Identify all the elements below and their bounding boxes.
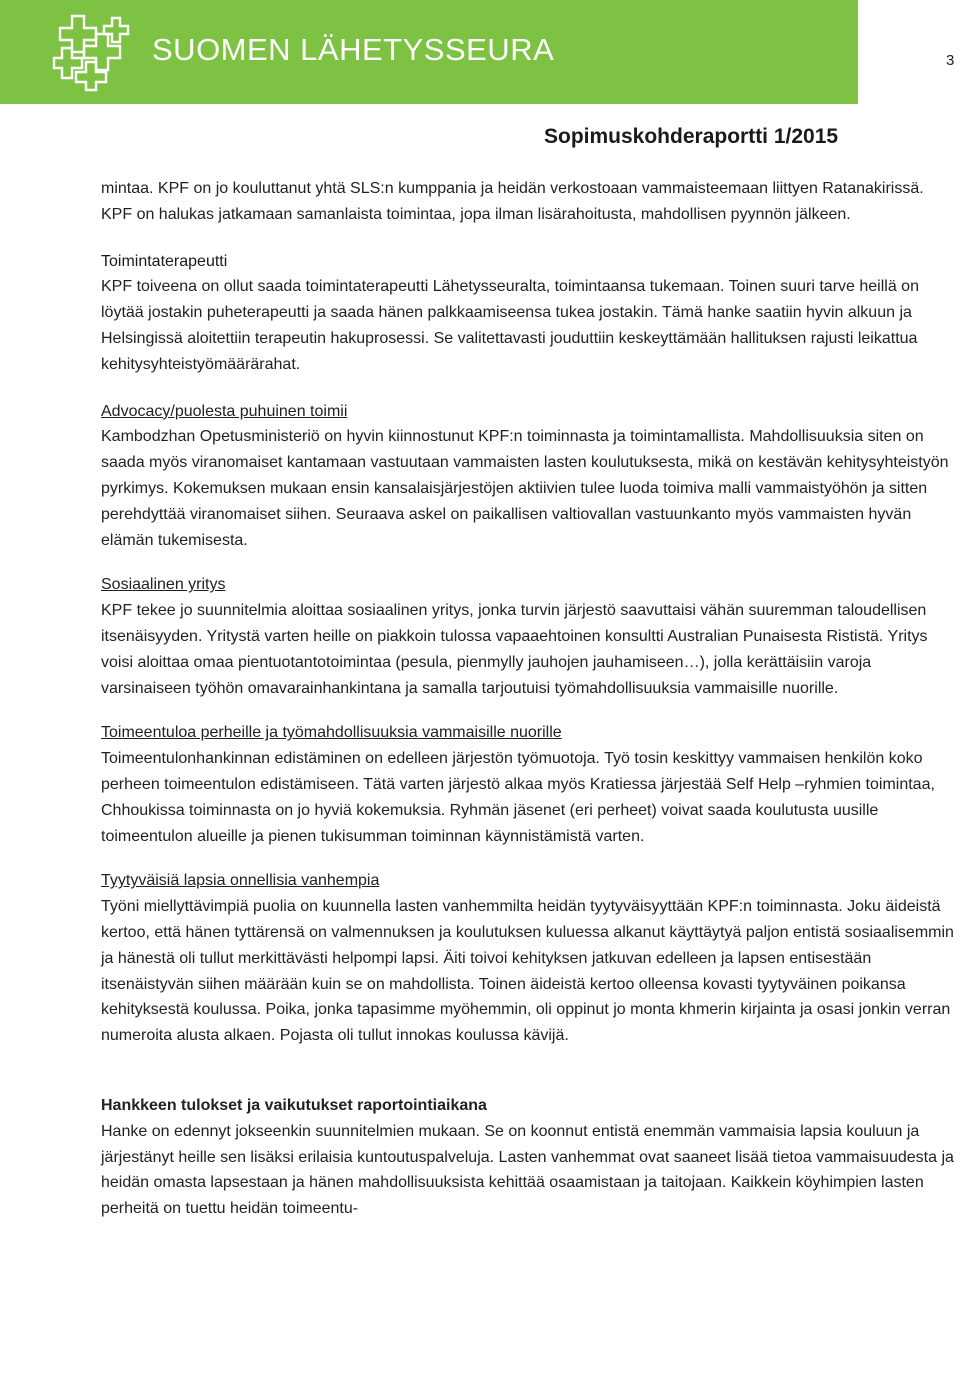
section-body: KPF toiveena on ollut saada toimintaterapeutti Lähetysseuralta, toimintaansa tukemaan. Toinen suuri tarve heillä on löytää jostakin puheterapeutti ja saada hänen palkkaamiseensa tukea jostakin. Tämä hanke saatiin hyvin alkuun ja Helsingissä aloitettiin terapeutin hakuprosessi. Se valitettavasti jouduttiin keskeyttämään hallituksen rajusti leikattua kehitysyhteistyömäärärahat. (101, 278, 919, 373)
page-number: 3 (946, 52, 955, 69)
section-heading: Toimeentuloa perheille ja työmahdollisuuksia vammaisille nuorille (101, 724, 562, 742)
section-tyytyvaisia-lapsia (101, 868, 956, 1049)
section-heading: Advocacy/puolesta puhuinen toimii (101, 402, 348, 420)
results-body: Hanke on edennyt jokseenkin suunnitelmien mukaan. Se on koonnut entistä enemmän vammaisia lapsia kouluun ja järjestänyt heille sen lisäksi erilaisia kuntoutuspalveluja. Lasten vanhemmat ovat saaneet lisää tietoa vammaisuudesta ja heidän omasta lapsestaan ja hänen mahdollisuuksista kehittää osaamistaan ja taitojaan. Kaikkein köyhimpien lasten perheitä on tuettu heidän toimeentu- (101, 1122, 954, 1218)
section-toimeentuloa (101, 720, 956, 849)
section-toimintaterapeutti (101, 249, 956, 378)
header-banner (0, 0, 858, 104)
section-body: KPF tekee jo suunnitelmia aloittaa sosiaalinen yritys, jonka turvin järjestö saavuttaisi vähän suuremman taloudellisen itsenäisyyden. Yritystä varten heille on piakkoin tulossa vapaaehtoinen konsultti Australian Punaisesta Rististä. Yritys voisi aloittaa omaa pientuotantotoimintaa (pesula, pienmylly jauhojen jauhamiseen…), jolla kerättäisiin varoja varsinaiseen työhön omavarainhankintana ja samalla tarjoutuisi työmahdollisuuksia vammaisille nuorille. (101, 602, 928, 697)
section-body: Toimeentulonhankinnan edistäminen on edelleen järjestön työmuotoja. Työ tosin keskittyy vammaisen henkilön koko perheen toimeentulon edistämiseen. Tätä varten järjestö alkaa myös Kratiessa järjestää Self Help –ryhmien toimintaa, Chhoukissa toiminnasta on jo hyviä kokemuksia. Ryhmän jäsenet (eri perheet) voivat saada koulutusta uusille toimeentulon alueille ja pienen tukisumman toiminnan käynnistämistä varten. (101, 750, 935, 845)
section-heading: Sosiaalinen yritys (101, 576, 226, 594)
section-heading: Toimintaterapeutti (101, 252, 228, 270)
section-results (101, 1093, 956, 1222)
document-body (101, 176, 956, 1222)
section-body: Kambodzhan Opetusministeriö on hyvin kiinnostunut KPF:n toiminnasta ja toimintamallista. Mahdollisuuksia siten on saada myös viranomaiset kantamaan vastuutaan vammaisten lasten koulutuksesta, mikä on kestävän kehitysyhteistyön pyrkimys. Kokemuksen mukaan ensin kansalaisjärjestöjen aktiivien tulee luoda toimiva malli vammaistyöhön ja sitten perehdyttää viranomaiset siihen. Seuraava askel on paikallisen valtiovallan vastuunkanto myös vammaisten hyvän elämän tukemisesta. (101, 428, 949, 549)
org-name: SUOMEN LÄHETYSSEURA (152, 32, 555, 67)
section-heading: Tyytyväisiä lapsia onnellisia vanhempia (101, 872, 380, 890)
results-heading: Hankkeen tulokset ja vaikutukset raportointiaikana (101, 1096, 487, 1114)
cross-shapes-logo-icon (52, 12, 142, 94)
report-title: Sopimuskohderaportti 1/2015 (544, 125, 839, 148)
section-body: Työni miellyttävimpiä puolia on kuunnella lasten vanhemmilta heidän tyytyväisyyttään KPF:n toiminnasta. Joku äideistä kertoo, että hänen tyttärensä on valmennuksen ja koulutuksen kuluessa alkanut käyttäytyä paljon entistä sosiaalisemmin ja hänestä oli tullut merkittävästi helpompi lapsi. Äiti toivoi kehityksen jatkuvan edelleen ja lapsen entisestään itsenäistyvän siihen määrään kuin se on mahdollista. Toinen äideistä kertoo olleensa kovasti tyytyväinen poikansa kehityksestä koulussa. Poika, jonka tapasimme myöhemmin, oli oppinut jo monta khmerin kirjainta ja osasi jonkin verran numeroita alusta alkaen. Pojasta oli tullut innokas koulussa kävijä. (101, 898, 954, 1045)
section-sosiaalinen-yritys (101, 572, 956, 701)
intro-paragraph: mintaa. KPF on jo kouluttanut yhtä SLS:n kumppania ja heidän verkostoaan vammaisteemaan liittyen Ratanakirissä. KPF on halukas jatkamaan samanlaista toimintaa, jopa ilman lisärahoitusta, mahdollisen pyynnön jälkeen. (101, 180, 924, 223)
section-advocacy (101, 399, 956, 554)
